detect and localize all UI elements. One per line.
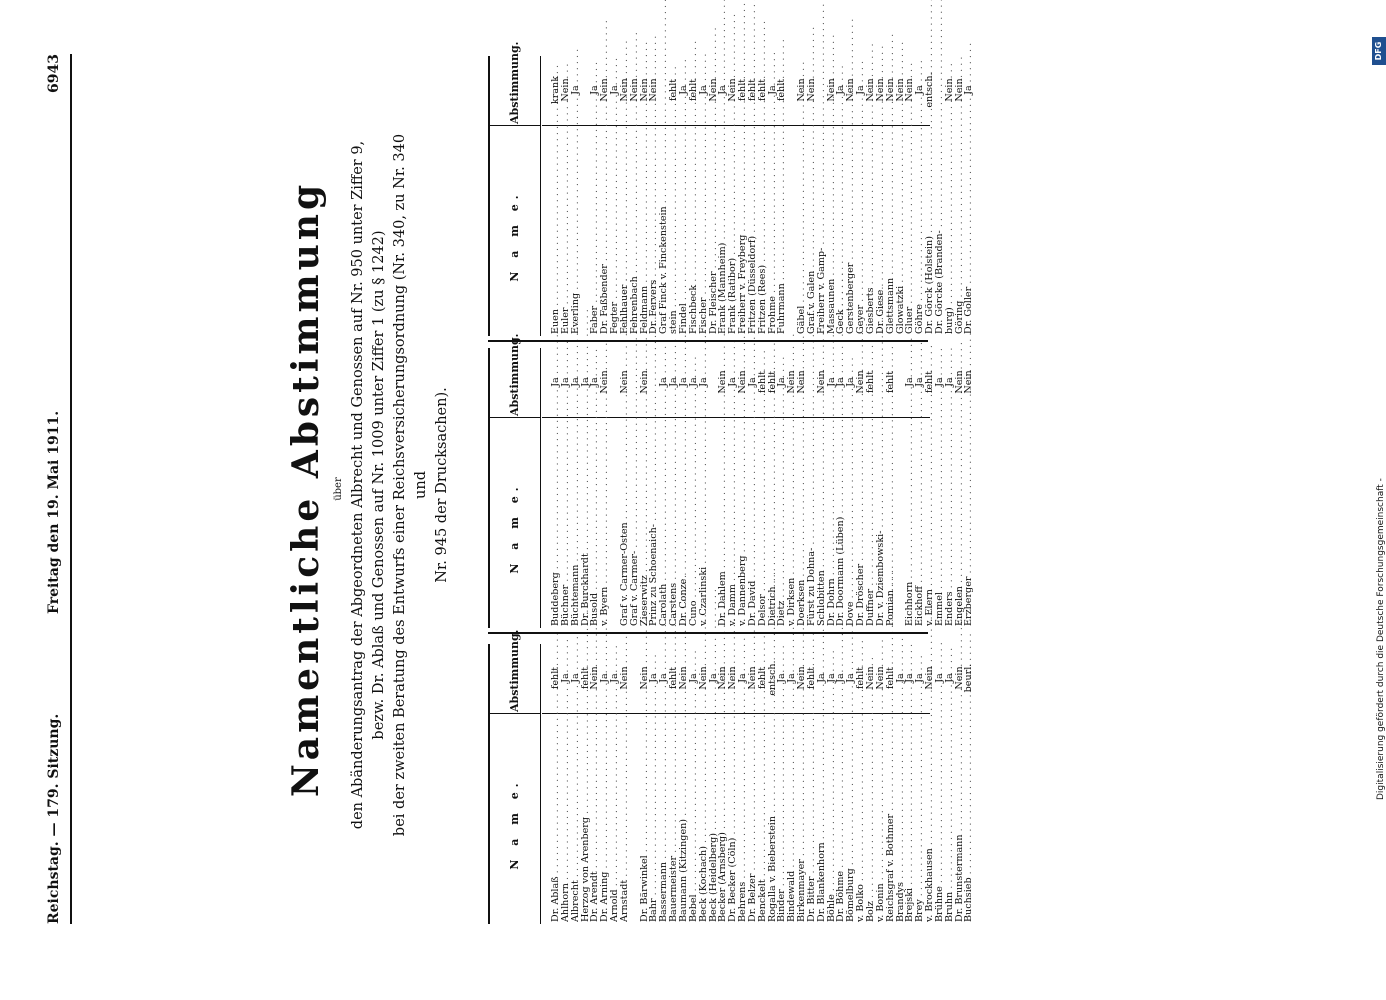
vote-value: fehlt	[776, 78, 788, 102]
vote-value: Ja	[894, 673, 906, 683]
member-name: Frohme . . .	[768, 130, 778, 334]
vote-value: Nein	[874, 78, 886, 102]
member-name: Fuhrmann . . .	[777, 130, 787, 334]
vote-value: Ja	[855, 85, 867, 95]
header-rule	[70, 54, 72, 924]
member-name: Dr. David . . .	[748, 422, 758, 626]
member-name: Graf v. Galen . . .	[807, 130, 817, 334]
vote-value: Ja	[746, 377, 758, 387]
intro-line-2: bezw. Dr. Ablaß und Genossen auf Nr. 1009 unter Ziffer 1 (zu § 1242)	[371, 230, 387, 740]
member-name: stein . . .	[669, 130, 679, 334]
column-header	[490, 41, 541, 336]
intro-line-3: bei der zweiten Beratung des Entwurfs einer Reichsversicherungsordnung (Nr. 340, zu Nr. 340 und	[392, 133, 429, 837]
vote-value: Nein	[884, 78, 896, 102]
member-name: Dr. Dröscher . . .	[856, 422, 866, 626]
vote-value: Nein	[599, 78, 611, 102]
member-name: Benckelt . . .	[758, 718, 768, 922]
table-row	[777, 56, 787, 336]
table-row	[886, 348, 896, 628]
vote-value: Nein	[589, 666, 601, 690]
member-name: Albrecht . . .	[571, 718, 581, 922]
member-name: Duffner . . .	[866, 422, 876, 626]
vote-value: Ja	[589, 377, 601, 387]
member-name: Bauermeister . . .	[669, 718, 679, 922]
column-header-vote: Abstimmung.	[508, 333, 521, 416]
vote-value: Nein	[717, 370, 729, 394]
vote-value: fehlt	[924, 370, 936, 394]
vote-value: fehlt	[746, 78, 758, 102]
member-name: Dietrich . . .	[768, 422, 778, 626]
member-name: Dr. Görcke (Branden- . . .	[935, 130, 945, 334]
member-name: Schlobitten . . .	[817, 422, 827, 626]
vote-value: Nein	[904, 78, 916, 102]
table-row	[964, 348, 974, 628]
vote-value: Ja	[835, 673, 847, 683]
member-name: Pomian . . .	[886, 422, 896, 626]
vote-value: Ja	[943, 673, 955, 683]
vote-value: Ja	[933, 377, 945, 387]
vote-value: Ja	[845, 673, 857, 683]
vote-value: Ja	[559, 377, 571, 387]
vote-value: Ja	[835, 377, 847, 387]
vote-value: Nein	[618, 78, 630, 102]
member-name: Dr. Ablaß . . .	[551, 718, 561, 922]
vote-value: Ja	[569, 673, 581, 683]
vote-value: fehlt	[855, 666, 867, 690]
table-row	[571, 56, 581, 336]
document-title: Namentliche Abstimmung	[285, 180, 327, 798]
member-name: Dr. Giese . . .	[876, 130, 886, 334]
vote-value: Nein	[865, 666, 876, 690]
member-name: Gäbel . . .	[797, 130, 807, 334]
column-divider	[490, 417, 540, 418]
running-head	[46, 54, 66, 924]
member-name: Baumann (Kitzingen) . . .	[679, 718, 689, 922]
column-header-name: N a m e.	[508, 778, 521, 870]
vote-value: Ja	[687, 673, 699, 683]
member-name: Geyer . . .	[856, 130, 866, 334]
vote-value: Ja	[914, 377, 926, 387]
member-name: Emmel . . .	[935, 422, 945, 626]
member-name: Findel . . .	[679, 130, 689, 334]
vote-value: Nein	[943, 78, 955, 102]
vote-value: Ja	[579, 377, 591, 387]
vote-value: Ja	[648, 673, 660, 683]
member-name: Buddeberg . . .	[551, 422, 561, 626]
member-name: Feldmann . . .	[640, 130, 650, 334]
vote-value: Ja	[668, 377, 680, 387]
vote-value: beurl.	[963, 663, 975, 693]
member-name: Dr. Blankenhorn . . .	[817, 718, 827, 922]
vote-value: Ja	[589, 85, 601, 95]
member-name: Bebel . . .	[689, 718, 699, 922]
member-name: v. Bolko . . .	[856, 718, 866, 922]
member-name: Göhre . . .	[915, 130, 925, 334]
member-name: Arnold . . .	[610, 718, 620, 922]
member-name: Arnstadt . . .	[620, 718, 630, 922]
vote-value: Nein	[707, 78, 719, 102]
member-name: Doerksen . . .	[797, 422, 807, 626]
vote-rows	[541, 348, 974, 628]
member-name: Geck . . .	[836, 130, 846, 334]
page-number: 6943	[46, 54, 62, 93]
member-name: Dr. Burckhardt . . .	[581, 422, 591, 626]
vote-value: Nein	[618, 370, 630, 394]
vote-value: Ja	[943, 377, 955, 387]
member-name: v. Elern . . .	[925, 422, 935, 626]
vote-value: fehlt	[884, 666, 896, 690]
member-name: Graf v. Carmer- . . .	[630, 422, 640, 626]
vote-value: Ja	[914, 673, 926, 683]
member-name: Cuno . . .	[689, 422, 699, 626]
member-name: Dr. Doormann (Lüben) . . .	[836, 422, 846, 626]
column-header-name: N a m e.	[508, 190, 521, 282]
vote-value: Ja	[815, 673, 827, 683]
intro-text	[348, 120, 453, 850]
column-header-vote: Abstimmung.	[508, 629, 521, 712]
member-name: Massaunen . . .	[827, 130, 837, 334]
member-name: Dr. v. Dziembowski- . . .	[876, 422, 886, 626]
member-name: Dove . . .	[846, 422, 856, 626]
vote-value: Ja	[766, 85, 778, 95]
member-name: Dr. Goller . . .	[964, 130, 974, 334]
vote-value: Ja	[569, 85, 581, 95]
vote-value: Nein	[727, 666, 739, 690]
member-name: Dr. Arning . . .	[600, 718, 610, 922]
member-name: burg) . . .	[945, 130, 955, 334]
vote-value: Ja	[963, 85, 975, 95]
vote-value: Nein	[638, 370, 650, 394]
table-row	[600, 348, 610, 628]
column-header-vote: Abstimmung.	[508, 41, 521, 124]
member-name: Freiherr v. Gamp- . . .	[817, 130, 827, 334]
member-name: v. Bonin . . .	[876, 718, 886, 922]
member-name: v. Dannenberg . . .	[738, 422, 748, 626]
vote-value: Ja	[687, 377, 699, 387]
member-name: Gluer . . .	[905, 130, 915, 334]
table-row	[964, 56, 974, 336]
table-row	[699, 348, 709, 628]
vote-value: Ja	[904, 673, 916, 683]
member-name: Brejski . . .	[905, 718, 915, 922]
member-name: Erzberger . . .	[964, 422, 974, 626]
member-name: Becker (Arnsberg) . . .	[718, 718, 728, 922]
member-name: Dr. Becker (Cöln) . . .	[728, 718, 738, 922]
vote-value: Ja	[677, 377, 689, 387]
member-name: Delsor . . .	[758, 422, 768, 626]
vote-value: Nein	[559, 78, 571, 102]
member-name: Busold . . .	[590, 422, 600, 626]
vote-value: Ja	[550, 377, 561, 387]
vote-value: fehlt	[668, 78, 680, 102]
member-name: Prinz zu Schoenaich- . . .	[649, 422, 659, 626]
vote-column-3	[488, 41, 975, 336]
vote-value: Ja	[658, 377, 670, 387]
vote-value: Ja	[825, 377, 837, 387]
vote-value: Ja	[776, 673, 788, 683]
member-name: Böhle . . .	[827, 718, 837, 922]
member-name: Bahr . . .	[649, 718, 659, 922]
member-name: Dr. Böhme . . .	[836, 718, 846, 922]
intro-line-4: Nr. 945 der Drucksachen).	[434, 387, 450, 583]
member-name: Frank (Ratibor) . . .	[728, 130, 738, 334]
member-name: Engelen . . .	[955, 422, 965, 626]
member-name: Eichhorn . . .	[905, 422, 915, 626]
member-name: v. Damm . . .	[728, 422, 738, 626]
vote-value: Ja	[727, 377, 739, 387]
vote-value: Ja	[776, 377, 788, 387]
vote-value: Nein	[924, 666, 936, 690]
vote-value: Ja	[697, 85, 709, 95]
member-name: Behrens . . .	[738, 718, 748, 922]
vote-value: Ja	[707, 673, 719, 683]
vote-value: Ja	[559, 673, 571, 683]
vote-value: fehlt	[756, 370, 768, 394]
vote-value: Nein	[825, 78, 837, 102]
member-name: Carstens . . .	[669, 422, 679, 626]
member-name: Fritzen (Düsseldorf) . . .	[748, 130, 758, 334]
member-name: Fegter . . .	[610, 130, 620, 334]
member-name: Dr. Dohrn . . .	[827, 422, 837, 626]
vote-column-1	[488, 629, 975, 924]
vote-value: Nein	[865, 78, 876, 102]
vote-value: Nein	[727, 78, 739, 102]
vote-value: fehlt	[756, 78, 768, 102]
member-name: Dr. Dahlem . . .	[718, 422, 728, 626]
member-name: Faber . . .	[590, 130, 600, 334]
vote-value: Nein	[796, 370, 808, 394]
vote-value: Ja	[599, 673, 611, 683]
vote-value: Ja	[717, 85, 729, 95]
member-name: Graf Finck v. Finckenstein . . .	[659, 130, 669, 334]
member-name: Glowatzki . . .	[896, 130, 906, 334]
member-name: Euen . . .	[551, 130, 561, 334]
column-header	[490, 333, 541, 628]
vote-value: entsch.	[766, 660, 778, 696]
vote-value: Nein	[618, 666, 630, 690]
member-name: Reichsgraf v. Bothmer . . .	[886, 718, 896, 922]
member-name: Brühne . . .	[935, 718, 945, 922]
member-name: Bolz . . .	[866, 718, 876, 922]
vote-column-2	[488, 333, 975, 628]
vote-value: Nein	[953, 78, 965, 102]
member-name: Buchsieb . . .	[964, 718, 974, 922]
member-name: Dr. Fervers . . .	[649, 130, 659, 334]
member-name: Binder . . .	[777, 718, 787, 922]
member-name: Bindewald . . .	[787, 718, 797, 922]
vote-rows	[541, 644, 974, 924]
digitization-credit: Digitalisierung gefördert durch die Deutsche Forschungsgemeinschaft -	[1376, 478, 1386, 800]
member-name: v. Byern . . .	[600, 422, 610, 626]
member-name: Bassermann . . .	[659, 718, 669, 922]
member-name: Glettsmann . . .	[886, 130, 896, 334]
vote-value: Nein	[737, 370, 749, 394]
member-name: Dr. Bitter . . .	[807, 718, 817, 922]
member-name: Büchtemann . . .	[571, 422, 581, 626]
vote-value: Nein	[697, 666, 709, 690]
member-name: Fürst zu Dohna- . . .	[807, 422, 817, 626]
member-name: Fehrenbach . . .	[630, 130, 640, 334]
vote-value: Nein	[796, 666, 808, 690]
ueber-label: über	[333, 477, 344, 501]
member-name: Dr. Conze . . .	[679, 422, 689, 626]
vote-value: fehlt	[550, 666, 561, 690]
member-name: Birkenmayer . . .	[797, 718, 807, 922]
member-name: Beck (Kochach) . . .	[699, 718, 709, 922]
vote-value: Ja	[569, 377, 581, 387]
column-divider	[490, 125, 540, 126]
vote-value: Nein	[874, 666, 886, 690]
member-name: Herzog von Arenberg . . .	[581, 718, 591, 922]
vote-value: Ja	[658, 673, 670, 683]
vote-rows	[541, 56, 974, 336]
column-header-name: N a m e.	[508, 482, 521, 574]
vote-value: fehlt	[805, 666, 817, 690]
member-name: Graf v. Carmer-Osten . . .	[620, 422, 630, 626]
table-row	[620, 644, 630, 924]
vote-value: Nein	[963, 370, 975, 394]
member-name: Dr. Bärwinkel . . .	[640, 718, 650, 922]
member-name: Giesberts . . .	[866, 130, 876, 334]
vote-value: fehlt	[884, 370, 896, 394]
member-name: Fischer . . .	[699, 130, 709, 334]
member-name: Beck (Heidelberg) . . .	[709, 718, 719, 922]
member-name: Dr. Faßbender . . .	[600, 130, 610, 334]
vote-value: Ja	[914, 85, 926, 95]
member-name: Bömelburg . . .	[846, 718, 856, 922]
member-name: Dr. Arendt . . .	[590, 718, 600, 922]
column-separator	[488, 632, 928, 634]
vote-value: krank	[550, 75, 561, 105]
member-name: v. Czarlinski . . .	[699, 422, 709, 626]
vote-value: fehlt	[766, 370, 778, 394]
member-name: Eickhoff . . .	[915, 422, 925, 626]
vote-value: Nein	[638, 666, 650, 690]
member-name: Everling . . .	[571, 130, 581, 334]
member-name: Rogalla v. Bieberstein . . .	[768, 718, 778, 922]
member-name: Ahlhorn . . .	[561, 718, 571, 922]
vote-value: Ja	[677, 85, 689, 95]
table-row	[964, 644, 974, 924]
member-name: Fischbeck . . .	[689, 130, 699, 334]
vote-value: Nein	[815, 370, 827, 394]
vote-value: fehlt	[579, 666, 591, 690]
member-name: Bruhn . . .	[945, 718, 955, 922]
vote-value: Nein	[628, 78, 640, 102]
column-header	[490, 629, 541, 924]
column-separator	[488, 340, 928, 342]
vote-value: Nein	[638, 78, 650, 102]
member-name: Dr. Brunstermann . . .	[955, 718, 965, 922]
vote-value: Nein	[796, 78, 808, 102]
member-name: Euler . . .	[561, 130, 571, 334]
vote-value: Ja	[933, 673, 945, 683]
member-name: Zieserwitz . . .	[640, 422, 650, 626]
vote-value: Ja	[737, 673, 749, 683]
member-name: v. Dirksen . . .	[787, 422, 797, 626]
vote-value: Ja	[609, 85, 621, 95]
vote-value: Nein	[677, 666, 689, 690]
member-name: Brandys . . .	[896, 718, 906, 922]
vote-value: Ja	[697, 377, 709, 387]
header-session: Reichstag. — 179. Sitzung.	[46, 713, 62, 924]
member-name: Dr. Belzer . . .	[748, 718, 758, 922]
vote-value: fehlt	[756, 666, 768, 690]
vote-value: Nein	[746, 666, 758, 690]
dfg-logo: DFG	[1372, 37, 1386, 65]
member-name: Dietz . . .	[777, 422, 787, 626]
vote-value: Ja	[904, 377, 916, 387]
member-name: Enders . . .	[945, 422, 955, 626]
vote-value: fehlt	[865, 370, 876, 394]
column-divider	[490, 713, 540, 714]
member-name: Göring . . .	[955, 130, 965, 334]
vote-value: Ja	[835, 85, 847, 95]
vote-value: Nein	[786, 370, 798, 394]
member-name: Freiherr v. Freyberg . . .	[738, 130, 748, 334]
vote-value: Nein	[805, 78, 817, 102]
vote-value: Nein	[845, 78, 857, 102]
vote-value: Ja	[825, 673, 837, 683]
member-name: Brey . . .	[915, 718, 925, 922]
vote-value: fehlt	[687, 78, 699, 102]
vote-value: entsch.	[924, 72, 936, 108]
member-name: Carolath . . .	[659, 422, 669, 626]
vote-value: fehlt	[668, 666, 680, 690]
member-name: Gerstenberger . . .	[846, 130, 856, 334]
member-name: Büchner . . .	[561, 422, 571, 626]
member-name: Dr. Görck (Holstein) . . .	[925, 130, 935, 334]
vote-value: fehlt	[737, 78, 749, 102]
vote-value: Ja	[786, 673, 798, 683]
vote-value: Nein	[953, 666, 965, 690]
header-date: Freitag den 19. Mai 1911.	[46, 410, 62, 614]
intro-line-1: den Abänderungsantrag der Abgeordneten Albrecht und Genossen auf Nr. 950 unter Ziffer 9,	[350, 140, 366, 830]
member-name: Frank (Mannheim) . . .	[718, 130, 728, 334]
vote-value: Ja	[845, 377, 857, 387]
vote-value: Ja	[609, 673, 621, 683]
member-name: Dr. Fleischer . . .	[709, 130, 719, 334]
vote-value: Nein	[648, 78, 660, 102]
member-name: Fritzen (Rees) . . .	[758, 130, 768, 334]
vote-value: Nein	[855, 370, 867, 394]
vote-value: Nein	[953, 370, 965, 394]
vote-value: Nein	[717, 666, 729, 690]
member-name: v. Brockhausen . . .	[925, 718, 935, 922]
vote-value: Nein	[894, 78, 906, 102]
member-name: Fehlhauer . . .	[620, 130, 630, 334]
vote-value: Nein	[599, 370, 611, 394]
